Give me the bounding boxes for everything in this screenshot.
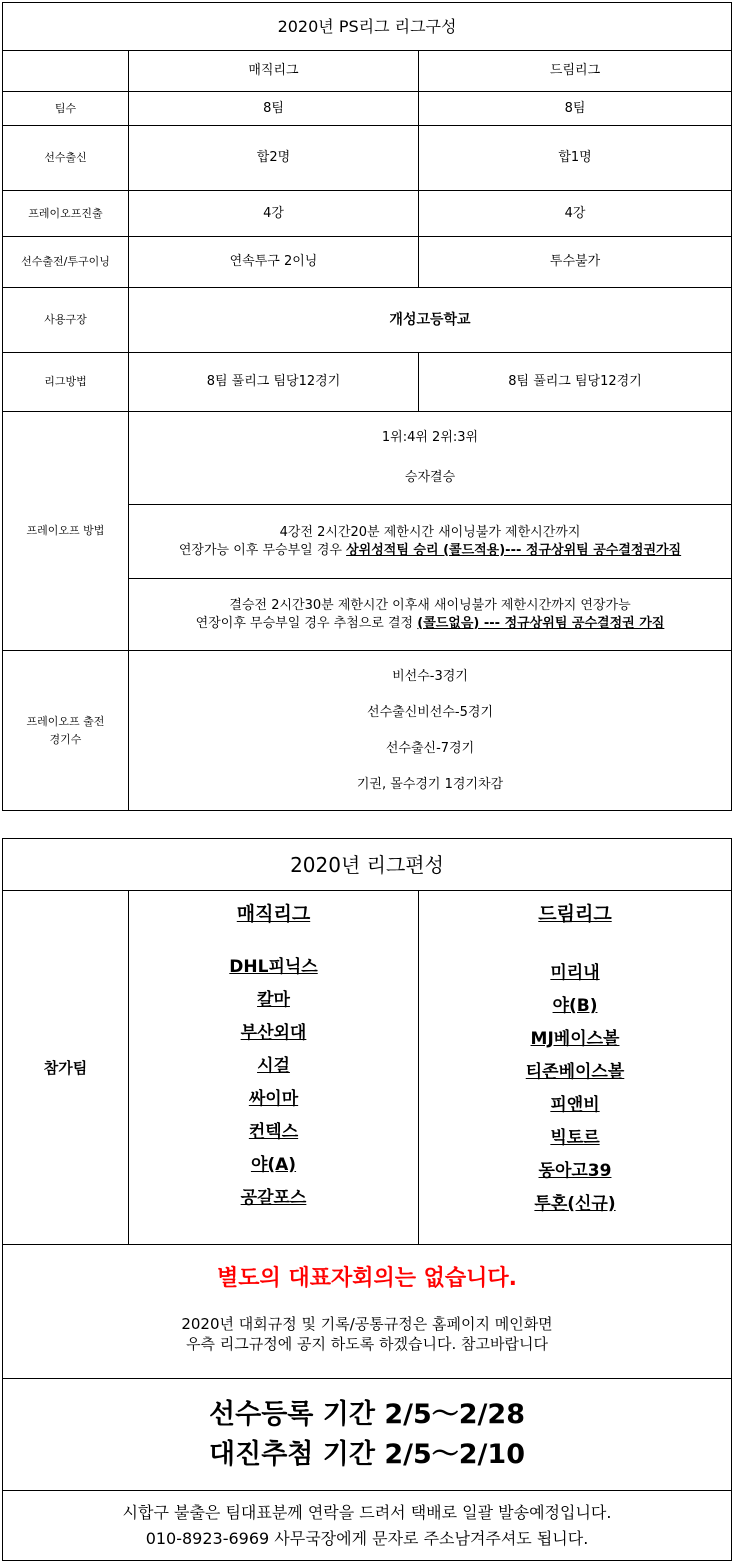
- structure-title: 2020년 PS리그 리그구성: [3, 3, 732, 51]
- magic-method: 8팀 풀리그 팀당12경기: [129, 353, 419, 412]
- draw-period: 대진추첨 기간 2/5～2/10: [209, 1438, 525, 1470]
- team-name: 칼마: [257, 990, 290, 1010]
- final-rule-emphasis: (콜드없음) --- 정규상위팀 공수결정권 가짐: [417, 615, 665, 631]
- magic-league-name: 매직리그: [236, 903, 311, 925]
- team-name: 싸이마: [248, 1089, 299, 1109]
- team-name: 동아고39: [538, 1161, 612, 1181]
- dream-pitching: 투수불가: [419, 237, 732, 288]
- footer-line2: 010-8923-6969 사무국장에게 문자로 주소남겨주셔도 됩니다.: [145, 1528, 589, 1548]
- playoff-games-item: 기권, 몰수경기 1경기차감: [356, 776, 504, 792]
- semifinal-rule-line2: [133, 542, 727, 560]
- team-name: 부산외대: [240, 1023, 307, 1043]
- notice-line1: 2020년 대회규정 및 기록/공통규정은 홈페이지 메인화면: [181, 1314, 553, 1333]
- playoff-games-label-line1: 프레이오프 출전: [26, 714, 105, 728]
- row-label-playoff-method: 프레이오프 방법: [3, 412, 129, 651]
- dream-method: 8팀 풀리그 팀당12경기: [419, 353, 732, 412]
- team-name: 야(B): [552, 996, 598, 1016]
- col-header-dream: 드림리그: [419, 51, 732, 92]
- playoff-bracket: [129, 412, 732, 505]
- footer-line1: 시합구 불출은 팀대표분께 연락을 드려서 택배로 일괄 발송예정입니다.: [122, 1502, 612, 1522]
- final-rule-prefix: 연장이후 무승부일 경우 추첨으로 결정: [195, 615, 418, 631]
- row-label-playoff-entry: 프레이오프진출: [3, 191, 129, 237]
- dream-league-teams: [419, 891, 732, 1245]
- row-label-venue: 사용구장: [3, 288, 129, 353]
- team-name: 미리내: [550, 963, 600, 983]
- row-label-pitching: 선수출전/투구이닝: [3, 237, 129, 288]
- notice-cell: [3, 1245, 732, 1379]
- league-structure-table: [2, 2, 732, 811]
- venue-value: 개성고등학교: [129, 288, 732, 353]
- participants-label: 참가팀: [3, 891, 129, 1245]
- playoff-games-item: 선수출신-7경기: [385, 740, 475, 756]
- team-name: 투혼(신규): [534, 1194, 616, 1214]
- dream-players: 합1명: [419, 126, 732, 191]
- team-name: MJ베이스볼: [530, 1029, 620, 1049]
- col-header-magic: 매직리그: [129, 51, 419, 92]
- team-name: 티존베이스볼: [525, 1062, 625, 1082]
- registration-cell: [3, 1379, 732, 1491]
- semifinal-rule: [129, 505, 732, 579]
- team-name: DHL피닉스: [229, 957, 318, 977]
- semifinal-rule-prefix: 연장가능 이후 무승부일 경우: [178, 542, 347, 558]
- magic-teams: 8팀: [129, 92, 419, 126]
- notice-line2: 우측 리그규정에 공지 하도록 하겠습니다. 참고바랍니다: [186, 1334, 548, 1353]
- team-name: 시걸: [257, 1056, 290, 1076]
- semifinal-rule-line1: 4강전 2시간20분 제한시간 새이닝불가 제한시간까지: [279, 524, 581, 540]
- row-label-playoff-games: [3, 651, 129, 811]
- playoff-games-label-line2: 경기수: [49, 732, 82, 746]
- magic-players: 합2명: [129, 126, 419, 191]
- row-label-method: 리그방법: [3, 353, 129, 412]
- dream-playoff-entry: 4강: [419, 191, 732, 237]
- magic-league-teams: [129, 891, 419, 1245]
- no-meeting-notice: 별도의 대표자회의는 없습니다.: [217, 1265, 517, 1291]
- magic-pitching: 연속투구 2이닝: [129, 237, 419, 288]
- playoff-games-item: 선수출신비선수-5경기: [367, 704, 493, 720]
- row-label-teams: 팀수: [3, 92, 129, 126]
- header-empty: [3, 51, 129, 92]
- row-label-players: 선수출신: [3, 126, 129, 191]
- final-rule-line1: 결승전 2시간30분 제한시간 이후새 새이닝불가 제한시간까지 연장가능: [229, 597, 631, 613]
- playoff-bracket-line2: 승자결승: [404, 470, 456, 485]
- team-name: 공갈포스: [240, 1188, 307, 1208]
- magic-playoff-entry: 4강: [129, 191, 419, 237]
- final-rule-line2: [133, 615, 727, 633]
- team-name: 야(A): [250, 1155, 297, 1175]
- team-name: 빅토르: [550, 1128, 600, 1148]
- dream-teams: 8팀: [419, 92, 732, 126]
- semifinal-rule-emphasis: 상위성적팀 승리 (콜드적용)--- 정규상위팀 공수결정권가짐: [346, 542, 682, 558]
- lineup-title: 2020년 리그편성: [3, 839, 732, 891]
- team-name: 피앤비: [550, 1095, 600, 1115]
- final-rule: [129, 579, 732, 651]
- footer-cell: [3, 1491, 732, 1561]
- playoff-bracket-line1: 1위:4위 2위:3위: [381, 430, 479, 445]
- playoff-games-list: [129, 651, 732, 811]
- team-name: 컨텍스: [248, 1122, 299, 1142]
- playoff-games-item: 비선수-3경기: [392, 668, 468, 684]
- registration-period: 선수등록 기간 2/5～2/28: [209, 1398, 525, 1430]
- dream-league-name: 드림리그: [538, 903, 612, 925]
- league-lineup-table: [2, 838, 732, 1561]
